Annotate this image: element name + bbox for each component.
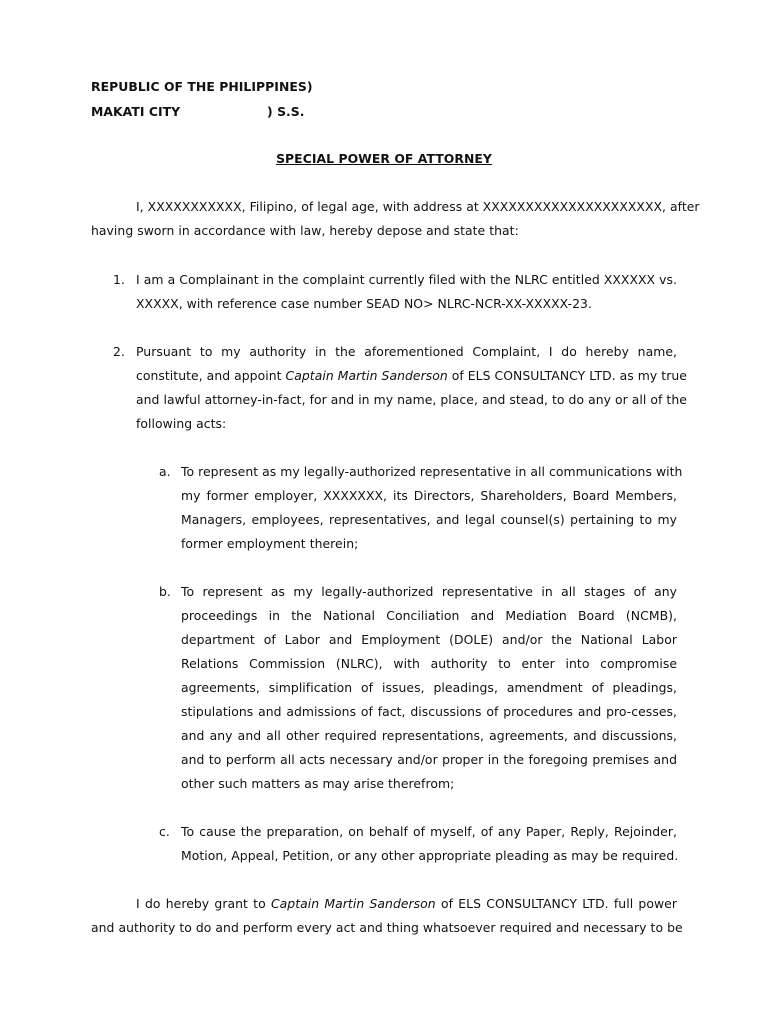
grant-line-1: I do hereby grant to Captain Martin Sanderson of ELS CONSULTANCY LTD. full power: [136, 896, 677, 911]
document-title: SPECIAL POWER OF ATTORNEY: [276, 151, 492, 166]
item-2-line-2: constitute, and appoint Captain Martin Sanderson of ELS CONSULTANCY LTD. as my true: [136, 368, 687, 383]
item-1-number: 1.: [113, 272, 125, 287]
subitem-c-line-1: To cause the preparation, on behalf of myself, of any Paper, Reply, Rejoinder,: [181, 824, 677, 839]
caption-city: MAKATI CITY: [91, 104, 181, 119]
caption-ss: ) S.S.: [267, 104, 305, 119]
subitem-b-line-5: agreements, simplification of issues, pleadings, amendment of pleadings,: [181, 680, 677, 695]
item-1-line-2: XXXXX, with reference case number SEAD NO> NLRC-NCR-XX-XXXXX-23.: [136, 296, 592, 311]
subitem-c-line-2: Motion, Appeal, Petition, or any other appropriate pleading as may be required.: [181, 848, 679, 863]
subitem-b-line-4: Relations Commission (NLRC), with authority to enter into compromise: [181, 656, 677, 671]
item-2-line-4: following acts:: [136, 416, 227, 431]
item-2-line-1: Pursuant to my authority in the aforementioned Complaint, I do hereby name,: [136, 344, 677, 359]
item-2-number: 2.: [113, 344, 125, 359]
subitem-c-letter: c.: [159, 824, 170, 839]
intro-line-1: I, XXXXXXXXXXX, Filipino, of legal age, with address at XXXXXXXXXXXXXXXXXXXXX, after: [136, 199, 700, 214]
subitem-b-line-2: proceedings in the National Conciliation and Mediation Board (NCMB),: [181, 608, 677, 623]
item-2-line-3: and lawful attorney-in-fact, for and in my name, place, and stead, to do any or all of the: [136, 392, 687, 407]
attorney-name: Captain Martin Sanderson: [285, 368, 448, 383]
subitem-b-line-1: To represent as my legally-authorized representative in all stages of any: [181, 584, 677, 599]
subitem-b-letter: b.: [159, 584, 171, 599]
grant-line-2: and authority to do and perform every act and thing whatsoever required and necessary to be: [91, 920, 683, 935]
attorney-name-grant: Captain Martin Sanderson: [270, 896, 436, 911]
item-1-line-1: I am a Complainant in the complaint currently filed with the NLRC entitled XXXXXX vs.: [136, 272, 677, 287]
intro-line-2: having sworn in accordance with law, hereby depose and state that:: [91, 223, 519, 238]
subitem-a-line-3: Managers, employees, representatives, and legal counsel(s) pertaining to my: [181, 512, 677, 527]
subitem-a-line-4: former employment therein;: [181, 536, 359, 551]
subitem-a-line-2: my former employer, XXXXXXX, its Directors, Shareholders, Board Members,: [181, 488, 677, 503]
caption-republic: REPUBLIC OF THE PHILIPPINES): [91, 79, 313, 94]
subitem-b-line-6: stipulations and admissions of fact, discussions of procedures and pro-cesses,: [181, 704, 677, 719]
subitem-b-line-9: other such matters as may arise therefrom;: [181, 776, 455, 791]
subitem-b-line-7: and any and all other required representations, agreements, and discussions,: [181, 728, 677, 743]
subitem-b-line-3: department of Labor and Employment (DOLE) and/or the National Labor: [181, 632, 677, 647]
subitem-a-letter: a.: [159, 464, 171, 479]
subitem-b-line-8: and to perform all acts necessary and/or proper in the foregoing premises and: [181, 752, 677, 767]
subitem-a-line-1: To represent as my legally-authorized representative in all communications with: [181, 464, 683, 479]
